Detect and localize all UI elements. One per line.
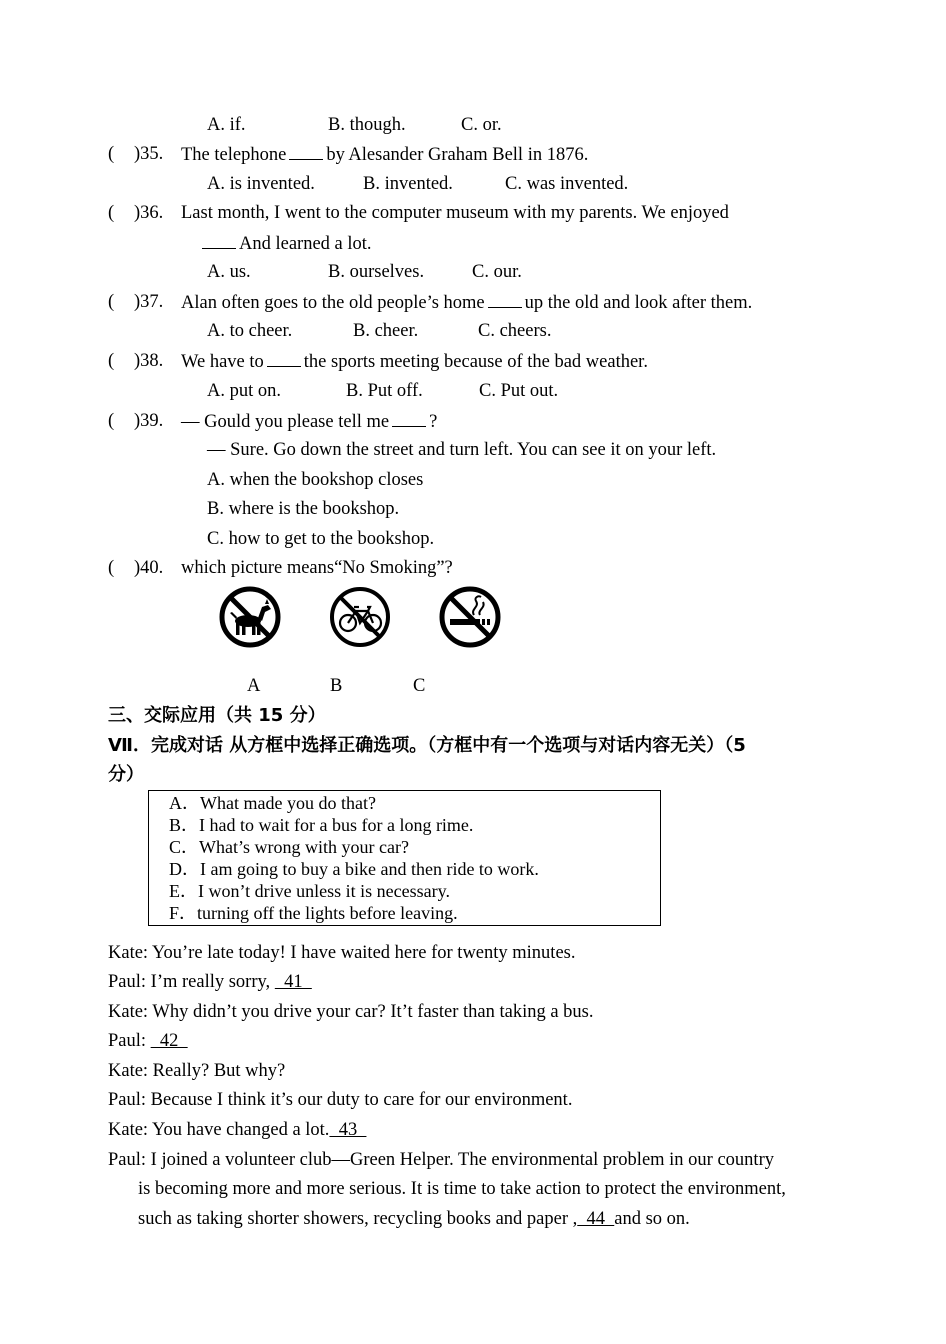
q38-blank <box>267 350 301 367</box>
q35-option-b: B. invented. <box>363 174 453 194</box>
q34-option-a: A. if. <box>207 115 246 135</box>
q36-option-b: B. ourselves. <box>328 262 425 282</box>
dialog-line-1: Kate: You’re late today! I have waited here for twenty minutes. <box>108 943 576 963</box>
dialog-line-2: Paul: I’m really sorry, 41 <box>108 972 312 992</box>
q39-blank <box>392 410 426 427</box>
sign-label-b: B <box>330 676 343 696</box>
dialog-line-8: Paul: I joined a volunteer club—Green Helper. The environmental problem in our country <box>108 1150 774 1170</box>
q38-paren: ( <box>108 351 115 371</box>
blank-42: 42 <box>150 1031 188 1051</box>
q37-stem: Alan often goes to the old people’s home up the old and look after them. <box>181 293 753 313</box>
q39-stem: — Gould you please tell me ? <box>181 412 438 432</box>
q38-option-a: A. put on. <box>207 381 281 401</box>
q35-blank <box>289 143 323 160</box>
q37-option-b: B. cheer. <box>353 321 419 341</box>
q34-option-b: B. though. <box>328 115 406 135</box>
q36-option-c: C. our. <box>472 262 522 282</box>
q36-stem-line2: And learned a lot. <box>202 232 372 255</box>
no-bicycles-sign-icon <box>328 585 392 649</box>
dialog-line-7: Kate: You have changed a lot. 43 <box>108 1120 367 1140</box>
q40-stem: which picture means“No Smoking”? <box>181 558 453 578</box>
q36-stem-line1: Last month, I went to the computer museum with my parents. We enjoyed <box>181 203 729 223</box>
q40-paren: ( <box>108 558 115 578</box>
q36-number: )36. <box>134 203 164 223</box>
q38-option-b: B. Put off. <box>346 381 423 401</box>
dialog-line-9: is becoming more and more serious. It is time to take action to protect the environment, <box>138 1179 786 1199</box>
q34-option-c: C. or. <box>461 115 502 135</box>
q39-number: )39. <box>134 411 164 431</box>
q37-paren: ( <box>108 292 115 312</box>
q35-option-c: C. was invented. <box>505 174 629 194</box>
box-option-c: C．What’s wrong with your car? <box>169 837 409 857</box>
dialog-line-4: Paul: 42 <box>108 1031 188 1051</box>
dialog-line-5: Kate: Really? But why? <box>108 1061 286 1081</box>
sign-label-c: C <box>413 676 426 696</box>
q38-option-c: C. Put out. <box>479 381 559 401</box>
blank-43: 43 <box>329 1120 367 1140</box>
box-option-f: F．turning off the lights before leaving. <box>169 903 458 923</box>
q39-reply: — Sure. Go down the street and turn left. You can see it on your left. <box>207 440 717 460</box>
q39-option-a: A. when the bookshop closes <box>207 470 424 490</box>
sign-label-a: A <box>247 676 261 696</box>
box-option-d: D．I am going to buy a bike and then ride to work. <box>169 859 539 879</box>
blank-41: 41 <box>274 972 312 992</box>
q38-number: )38. <box>134 351 164 371</box>
q39-option-b: B. where is the bookshop. <box>207 499 400 519</box>
blank-44: 44 <box>577 1209 615 1229</box>
q35-stem: The telephone by Alesander Graham Bell in 1876. <box>181 145 589 165</box>
q35-paren: ( <box>108 144 115 164</box>
section-3-title: 三、交际应用（共 15 分） <box>108 705 326 726</box>
q35-option-a: A. is invented. <box>207 174 315 194</box>
q39-option-c: C. how to get to the bookshop. <box>207 529 435 549</box>
q40-number: )40. <box>134 558 164 578</box>
box-option-a: A．What made you do that? <box>169 793 376 813</box>
q38-stem: We have to the sports meeting because of the bad weather. <box>181 352 648 372</box>
q36-blank <box>202 232 236 249</box>
q36-paren: ( <box>108 203 115 223</box>
section-7-title-line1: Ⅶ．完成对话 从方框中选择正确选项。（方框中有一个选项与对话内容无关）（5 <box>108 735 746 756</box>
q37-blank <box>488 291 522 308</box>
dialog-line-6: Paul: Because I think it’s our duty to care for our environment. <box>108 1090 573 1110</box>
q37-option-c: C. cheers. <box>478 321 552 341</box>
dialog-line-3: Kate: Why didn’t you drive your car? It’t faster than taking a bus. <box>108 1002 594 1022</box>
q35-number: )35. <box>134 144 164 164</box>
section-7-title-line2: 分） <box>108 764 144 785</box>
q37-option-a: A. to cheer. <box>207 321 293 341</box>
q37-number: )37. <box>134 292 164 312</box>
box-option-e: E．I won’t drive unless it is necessary. <box>169 881 450 901</box>
q36-option-a: A. us. <box>207 262 251 282</box>
box-option-b: B．I had to wait for a bus for a long rime. <box>169 815 474 835</box>
no-smoking-sign-icon <box>438 585 502 649</box>
q39-paren: ( <box>108 411 115 431</box>
dialog-line-10: such as taking shorter showers, recycling books and paper , 44 and so on. <box>138 1209 690 1229</box>
no-dogs-sign-icon <box>218 585 282 649</box>
